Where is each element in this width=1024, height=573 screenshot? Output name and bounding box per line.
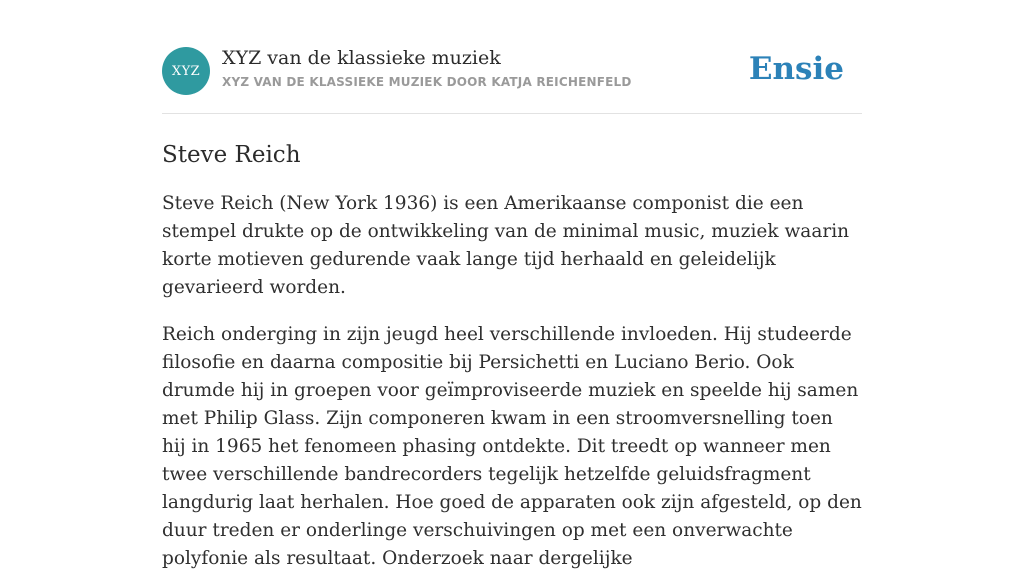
brand-logo-link[interactable]: Ensie: [748, 51, 844, 87]
article-paragraph: Steve Reich (New York 1936) is een Amerikaanse componist die een stempel drukte op de ontwikkeling van de minimal music, muziek waarin korte motieven gedurende vaak lange tijd herhaald en geleidelijk gevarieerd worden.: [162, 193, 850, 298]
site-header: [162, 0, 862, 114]
site-subtitle: XYZ VAN DE KLASSIEKE MUZIEK DOOR KATJA REICHENFELD: [222, 75, 632, 89]
header-text: [222, 46, 632, 90]
article-title: Steve Reich: [162, 142, 301, 168]
page: [162, 0, 862, 573]
article-paragraph: Reich onderging in zijn jeugd heel verschillende invloeden. Hij studeerde filosofie en daarna compositie bij Persichetti en Luciano Berio. Ook drumde hij in groepen voor geïmproviseerde muziek en speelde hij samen met Philip Glass. Zijn componeren kwam in een stroomversnelling toen hij in 1965 het fenomeen phasing ontdekte. Dit treedt op wanneer men twee verschillende bandrecorders tegelijk hetzelfde geluidsfragment langdurig laat herhalen. Hoe goed de apparaten ook zijn afgesteld, op den duur treden er onderlinge verschuivingen op met een onverwachte polyfonie als resultaat. Onderzoek naar dergelijke: [162, 324, 862, 569]
avatar[interactable]: XYZ: [162, 47, 210, 95]
site-title[interactable]: XYZ van de klassieke muziek: [222, 47, 501, 69]
